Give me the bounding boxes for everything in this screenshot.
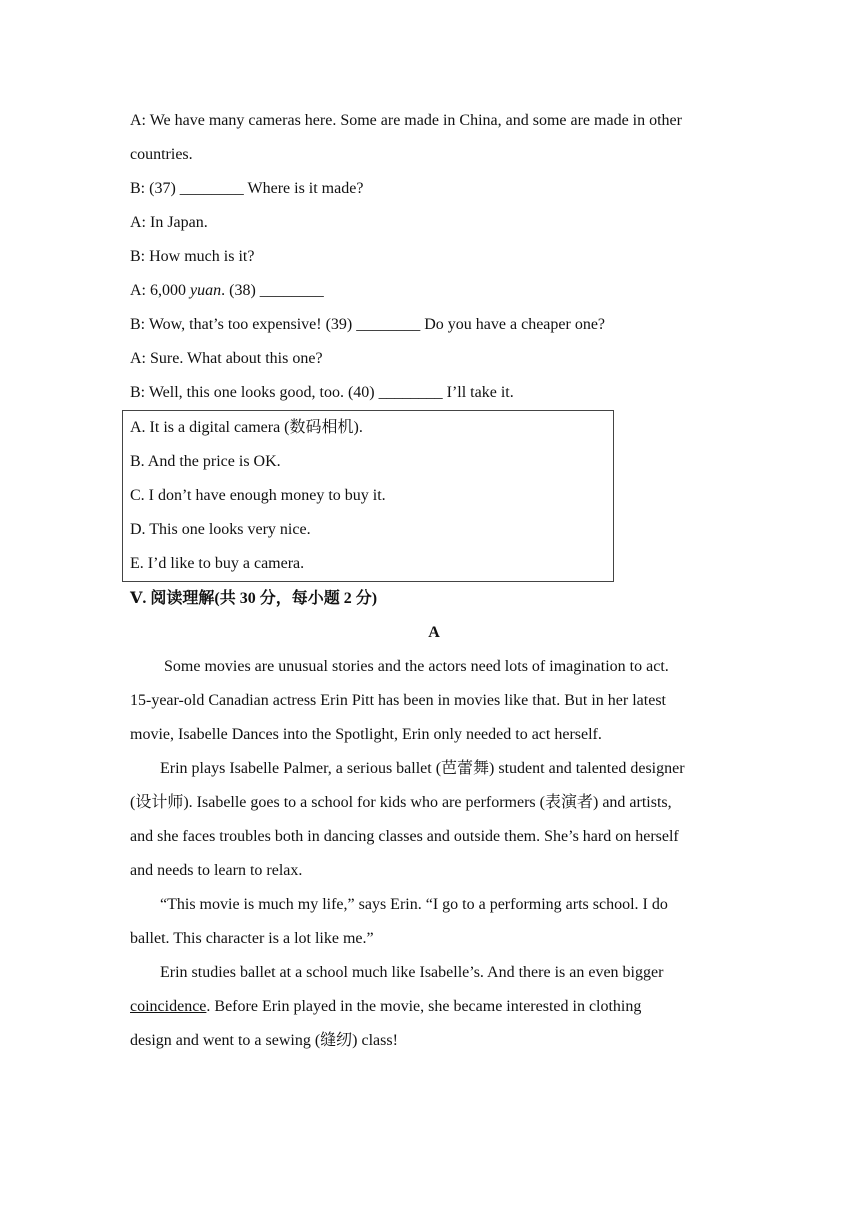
passage-line: movie, Isabelle Dances into the Spotlight, Erin only needed to act herself. <box>130 726 602 743</box>
passage-text: . Before Erin played in the movie, she became interested in clothing <box>206 998 642 1015</box>
answer-options-box <box>122 410 614 582</box>
dialogue-line: B: Well, this one looks good, too. (40) ________ I’ll take it. <box>130 384 514 401</box>
dialogue-line: B: Wow, that’s too expensive! (39) ________ Do you have a cheaper one? <box>130 316 606 333</box>
dialogue-line: A: In Japan. <box>130 214 208 231</box>
dialogue-line: A: We have many cameras here. Some are made in China, and some are made in other <box>130 112 682 129</box>
passage-label: A <box>428 624 440 641</box>
dialogue-line: B: How much is it? <box>130 248 255 265</box>
option-d: D. This one looks very nice. <box>130 521 311 538</box>
dialogue-text: A: 6,000 <box>130 282 190 299</box>
option-a: A. It is a digital camera (数码相机). <box>130 419 363 436</box>
passage-line: ballet. This character is a lot like me.” <box>130 930 374 947</box>
dialogue-line: countries. <box>130 146 193 163</box>
passage-line: and needs to learn to relax. <box>130 862 303 879</box>
dialogue-italic-word: yuan <box>190 282 222 299</box>
passage-line: (设计师). Isabelle goes to a school for kids who are performers (表演者) and artists, <box>130 794 672 811</box>
passage-line <box>130 990 742 1024</box>
passage-line: “This movie is much my life,” says Erin. “I go to a performing arts school. I do <box>160 896 668 913</box>
exam-page <box>130 104 742 1058</box>
passage-line: Some movies are unusual stories and the actors need lots of imagination to act. <box>164 658 669 675</box>
section-heading: Ⅴ. 阅读理解(共 30 分，每小题 2 分) <box>130 590 378 607</box>
option-c: C. I don’t have enough money to buy it. <box>130 487 386 504</box>
dialogue-line: B: (37) ________ Where is it made? <box>130 180 364 197</box>
dialogue <box>130 104 742 410</box>
passage-line: Erin plays Isabelle Palmer, a serious ballet (芭蕾舞) student and talented designer <box>160 760 685 777</box>
dialogue-line: A: Sure. What about this one? <box>130 350 323 367</box>
dialogue-text: . (38) ________ <box>221 282 324 299</box>
passage-line: and she faces troubles both in dancing classes and outside them. She’s hard on herself <box>130 828 679 845</box>
passage-line: design and went to a sewing (缝纫) class! <box>130 1032 398 1049</box>
dialogue-line <box>130 274 742 308</box>
reading-passage <box>130 650 742 1058</box>
passage-line: Erin studies ballet at a school much like Isabelle’s. And there is an even bigger <box>160 964 664 981</box>
option-b: B. And the price is OK. <box>130 453 281 470</box>
option-e: E. I’d like to buy a camera. <box>130 555 305 572</box>
passage-line: 15-year-old Canadian actress Erin Pitt has been in movies like that. But in her latest <box>130 692 666 709</box>
underlined-word: coincidence <box>130 998 207 1015</box>
